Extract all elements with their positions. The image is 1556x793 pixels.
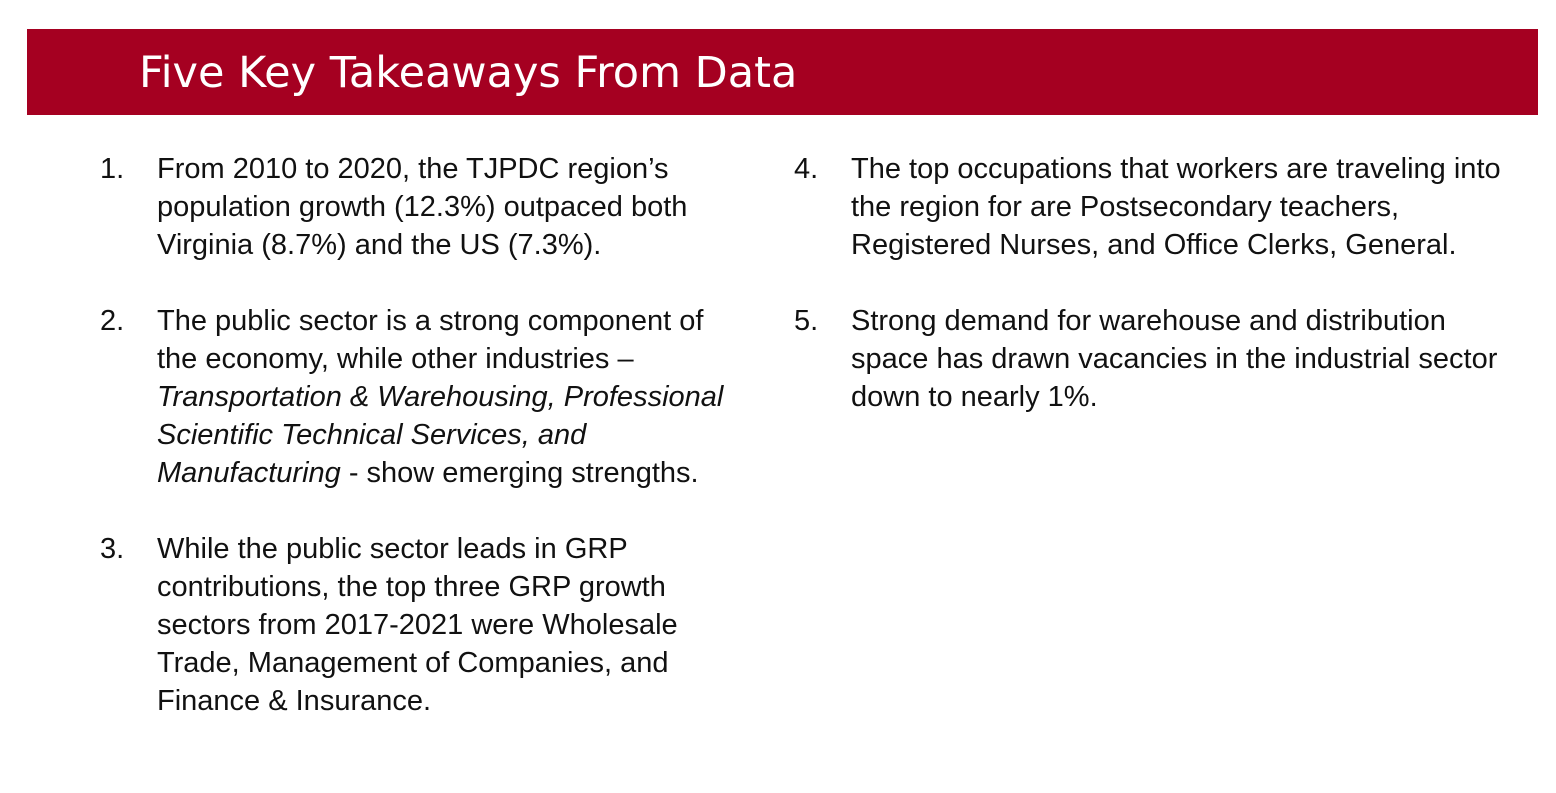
title-bar — [27, 29, 1538, 115]
takeaway-item-4 — [794, 150, 1514, 264]
takeaway-number: 5. — [794, 305, 819, 337]
takeaway-text: From 2010 to 2020, the TJPDC region’s population growth (12.3%) outpaced both Virginia (8.7%) and the US (7.3%). — [157, 153, 688, 261]
takeaway-number: 1. — [100, 153, 125, 185]
takeaway-text-plain: The public sector is a strong component of the economy, while other industries – — [157, 305, 704, 375]
takeaway-text: While the public sector leads in GRP contributions, the top three GRP growth sectors from 2017-2021 were Wholesale Trade, Management of Companies, and Finance & Insurance. — [157, 533, 678, 717]
takeaways-left-column — [100, 150, 740, 758]
takeaway-text: The top occupations that workers are traveling into the region for are Postsecondary teachers, Registered Nurses, and Office Clerks, General. — [851, 153, 1501, 261]
takeaway-item-2 — [100, 302, 740, 492]
takeaways-right-column — [794, 150, 1514, 454]
takeaway-text — [157, 302, 740, 492]
takeaway-text-plain: - show emerging strengths. — [340, 457, 699, 489]
slide-title: Five Key Takeaways From Data — [139, 48, 798, 98]
takeaway-item-3 — [100, 530, 740, 720]
takeaway-number: 2. — [100, 305, 125, 337]
takeaway-item-5 — [794, 302, 1514, 416]
takeaway-text: Strong demand for warehouse and distribution space has drawn vacancies in the industrial sector down to nearly 1%. — [851, 305, 1498, 413]
takeaway-number: 3. — [100, 533, 125, 565]
takeaway-text-italic: Transportation & Warehousing, Professional Scientific Technical Services, and Manufacturing — [157, 381, 724, 489]
takeaway-number: 4. — [794, 153, 819, 185]
takeaway-item-1 — [100, 150, 740, 264]
